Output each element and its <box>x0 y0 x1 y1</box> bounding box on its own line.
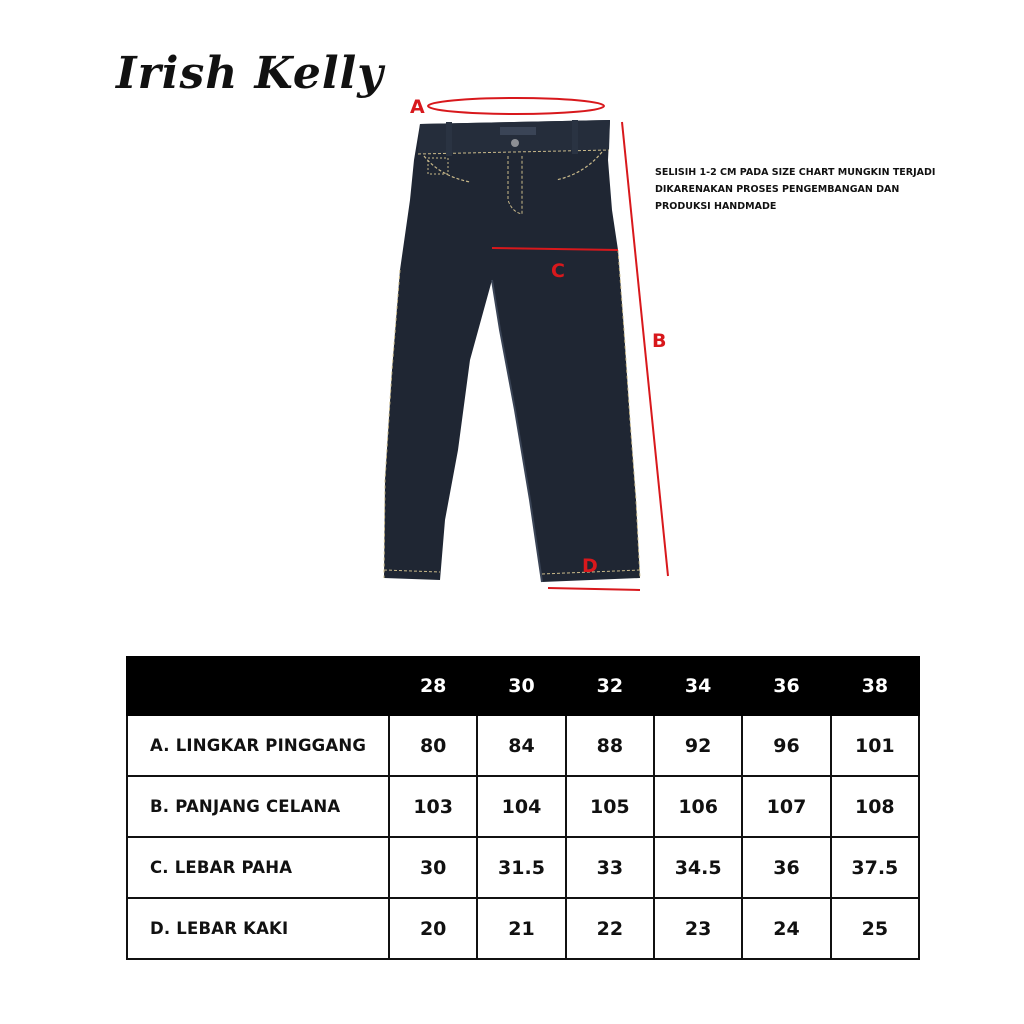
belt-loop <box>446 122 452 156</box>
table-cell: 34.5 <box>654 837 742 898</box>
table-row <box>127 776 919 837</box>
size-disclaimer-note: SELISIH 1-2 CM PADA SIZE CHART MUNGKIN TERJADI DIKARENAKAN PROSES PENGEMBANGAN DAN PRODUKSI HANDMADE <box>655 167 936 212</box>
table-cell: 105 <box>566 776 654 837</box>
size-30: 30 <box>477 657 565 715</box>
marker-b: B <box>652 330 667 352</box>
row-label: C. LEBAR PAHA <box>127 837 389 898</box>
size-chart-table <box>126 656 920 960</box>
row-label: D. LEBAR KAKI <box>127 898 389 959</box>
size-36: 36 <box>742 657 830 715</box>
table-cell: 103 <box>389 776 477 837</box>
table-cell: 25 <box>831 898 919 959</box>
table-cell: 31.5 <box>477 837 565 898</box>
marker-d: D <box>582 555 598 577</box>
table-row <box>127 898 919 959</box>
size-28: 28 <box>389 657 477 715</box>
table-cell: 80 <box>389 715 477 776</box>
leg-opening-measure-line <box>548 588 640 590</box>
brand-tag <box>500 127 536 135</box>
row-label: B. PANJANG CELANA <box>127 776 389 837</box>
table-cell: 36 <box>742 837 830 898</box>
table-cell: 21 <box>477 898 565 959</box>
table-cell: 20 <box>389 898 477 959</box>
table-cell: 37.5 <box>831 837 919 898</box>
table-cell: 104 <box>477 776 565 837</box>
table-cell: 106 <box>654 776 742 837</box>
table-cell: 108 <box>831 776 919 837</box>
size-header-row <box>127 657 919 715</box>
table-row <box>127 715 919 776</box>
table-cell: 33 <box>566 837 654 898</box>
table-cell: 30 <box>389 837 477 898</box>
marker-c: C <box>551 260 565 282</box>
table-cell: 22 <box>566 898 654 959</box>
table-cell: 101 <box>831 715 919 776</box>
table-cell: 107 <box>742 776 830 837</box>
row-label: A. LINGKAR PINGGANG <box>127 715 389 776</box>
waist-measure-line <box>428 98 604 114</box>
table-cell: 24 <box>742 898 830 959</box>
table-cell: 92 <box>654 715 742 776</box>
marker-a: A <box>410 96 425 118</box>
header-blank <box>127 657 389 715</box>
brand-logo: Irish Kelly <box>116 48 384 99</box>
table-cell: 88 <box>566 715 654 776</box>
jeans-image <box>384 120 640 582</box>
table-cell: 23 <box>654 898 742 959</box>
size-38: 38 <box>831 657 919 715</box>
table-cell: 84 <box>477 715 565 776</box>
table-cell: 96 <box>742 715 830 776</box>
table-row <box>127 837 919 898</box>
size-34: 34 <box>654 657 742 715</box>
belt-loop <box>572 120 578 154</box>
size-32: 32 <box>566 657 654 715</box>
button-icon <box>511 139 519 147</box>
